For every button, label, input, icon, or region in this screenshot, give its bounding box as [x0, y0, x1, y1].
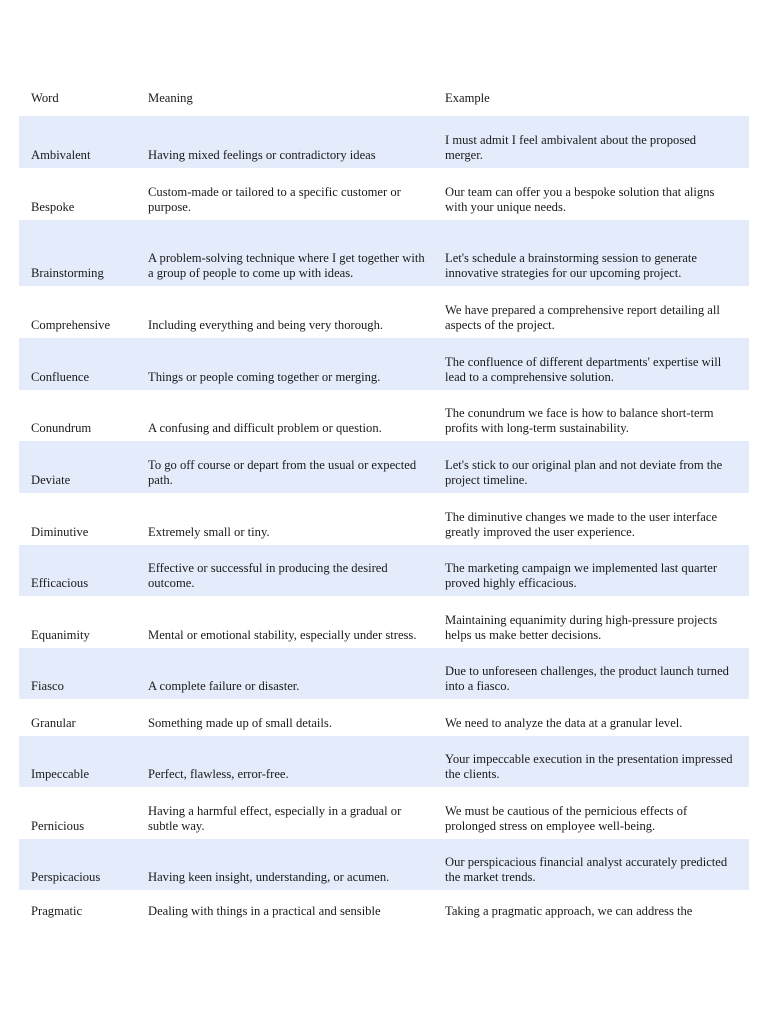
table-row [19, 338, 749, 390]
table-row [19, 545, 749, 596]
word-cell: Conundrum [31, 421, 92, 435]
example-cell: Let's stick to our original plan and not deviate from the project timeline. [445, 458, 723, 487]
meaning-cell: Having keen insight, understanding, or acumen. [148, 870, 390, 884]
table-body [19, 116, 749, 930]
meaning-cell: To go off course or depart from the usual or expected path. [148, 458, 417, 487]
table-row [19, 736, 749, 787]
table-row [19, 787, 749, 839]
example-cell: The diminutive changes we made to the user interface greatly improved the user experience. [445, 510, 718, 539]
word-cell: Brainstorming [31, 266, 104, 280]
word-cell: Pernicious [31, 819, 85, 833]
example-cell: I must admit I feel ambivalent about the proposed merger. [445, 133, 697, 162]
table-row [19, 890, 749, 930]
example-cell: Our team can offer you a bespoke solution that aligns with your unique needs. [445, 185, 715, 214]
vocabulary-table [19, 91, 749, 930]
table-row [19, 441, 749, 493]
table-row [19, 286, 749, 338]
word-cell: Confluence [31, 370, 90, 384]
example-cell: Our perspicacious financial analyst accurately predicted the market trends. [445, 855, 728, 884]
example-cell: We need to analyze the data at a granular level. [445, 716, 683, 730]
table-row [19, 839, 749, 890]
example-cell: We have prepared a comprehensive report detailing all aspects of the project. [445, 303, 720, 332]
table-row [19, 168, 749, 220]
example-cell: The marketing campaign we implemented last quarter proved highly efficacious. [445, 561, 718, 590]
table-row [19, 596, 749, 648]
meaning-cell: Perfect, flawless, error-free. [148, 767, 289, 781]
word-cell: Perspicacious [31, 870, 101, 884]
meaning-cell: Custom-made or tailored to a specific customer or purpose. [148, 185, 401, 214]
header-meaning: Meaning [148, 91, 193, 105]
word-cell: Comprehensive [31, 318, 111, 332]
example-cell: Taking a pragmatic approach, we can address the [445, 904, 693, 918]
word-cell: Granular [31, 716, 76, 730]
word-cell: Fiasco [31, 679, 64, 693]
word-cell: Pragmatic [31, 904, 83, 918]
table-row [19, 116, 749, 168]
word-cell: Ambivalent [31, 148, 91, 162]
table-header [19, 91, 749, 116]
example-cell: Due to unforeseen challenges, the product launch turned into a fiasco. [445, 664, 729, 693]
meaning-cell: A confusing and difficult problem or question. [148, 421, 382, 435]
meaning-cell: Something made up of small details. [148, 716, 332, 730]
table-row [19, 493, 749, 545]
meaning-cell: Things or people coming together or merging. [148, 370, 381, 384]
word-cell: Deviate [31, 473, 71, 487]
example-cell: The conundrum we face is how to balance short-term profits with long-term sustainability. [445, 406, 714, 435]
example-cell: We must be cautious of the pernicious effects of prolonged stress on employee well-being. [445, 804, 688, 833]
table-row [19, 390, 749, 441]
meaning-cell: Mental or emotional stability, especially under stress. [148, 628, 417, 642]
example-cell: Your impeccable execution in the presentation impressed the clients. [445, 752, 733, 781]
word-cell: Equanimity [31, 628, 90, 642]
meaning-cell: Effective or successful in producing the desired outcome. [148, 561, 388, 590]
word-cell: Diminutive [31, 525, 89, 539]
meaning-cell: A problem-solving technique where I get together with a group of people to come up with ideas. [148, 251, 425, 280]
example-cell: Maintaining equanimity during high-pressure projects helps us make better decisions. [445, 613, 718, 642]
header-example: Example [445, 91, 490, 105]
meaning-cell: Dealing with things in a practical and sensible [148, 904, 381, 918]
header-row [19, 91, 749, 116]
table-row [19, 699, 749, 736]
meaning-cell: A complete failure or disaster. [148, 679, 300, 693]
example-cell: Let's schedule a brainstorming session to generate innovative strategies for our upcoming project. [445, 251, 697, 280]
meaning-cell: Including everything and being very thorough. [148, 318, 384, 332]
meaning-cell: Extremely small or tiny. [148, 525, 270, 539]
example-cell: The confluence of different departments' expertise will lead to a comprehensive solution. [445, 355, 722, 384]
word-cell: Bespoke [31, 200, 75, 214]
word-cell: Impeccable [31, 767, 90, 781]
meaning-cell: Having mixed feelings or contradictory ideas [148, 148, 376, 162]
meaning-cell: Having a harmful effect, especially in a gradual or subtle way. [148, 804, 402, 833]
header-word: Word [31, 91, 59, 105]
table-row [19, 648, 749, 699]
word-cell: Efficacious [31, 576, 89, 590]
table-row [19, 220, 749, 286]
